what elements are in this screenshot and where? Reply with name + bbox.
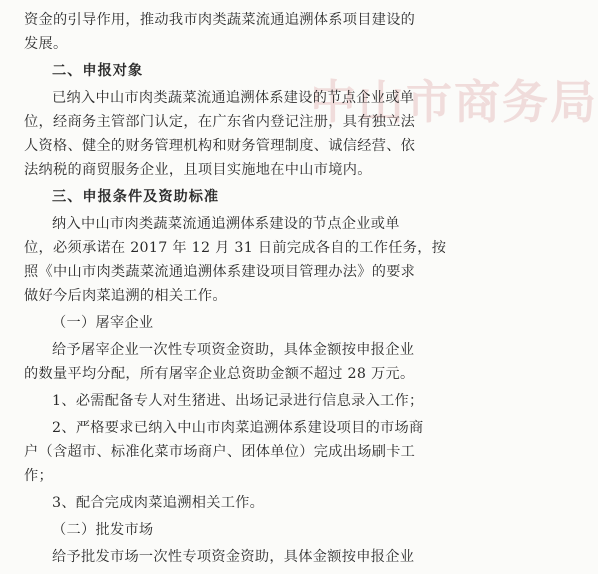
subsection-heading: （二）批发市场 <box>52 522 154 538</box>
text-line: 做好今后肉菜追溯的相关工作。 <box>24 288 227 304</box>
requirement-list <box>24 389 428 515</box>
text-line: 给予批发市场一次性专项资金资助，具体金额按申报企业 <box>52 549 415 565</box>
section-paragraph <box>24 212 447 308</box>
list-item-continued: 户（含超市、标准化菜市场商户、团体单位）完成出场刷卡工 <box>24 444 416 460</box>
text-line: 给予屠宰企业一次性专项资金资助，具体金额按申报企业 <box>52 342 415 358</box>
section-heading: 三、申报条件及资助标准 <box>52 189 220 205</box>
text-line: 资金的引导作用，推动我市肉类蔬菜流通追溯体系项目建设的 <box>24 12 416 28</box>
text-line: 的数量平均分配，所有屠宰企业总资助金额不超过 28 万元。 <box>24 366 415 382</box>
section-conditions <box>24 185 447 569</box>
intro-paragraph <box>24 8 428 56</box>
subsection-paragraph <box>24 338 428 386</box>
text-line: 照《中山市肉类蔬菜流通追溯体系建设项目管理办法》的要求 <box>24 264 416 280</box>
list-item-continued: 作； <box>24 468 53 484</box>
subsection-slaughter <box>24 311 428 515</box>
watermark-text: 中山市商务局 <box>310 75 598 129</box>
section-heading: 二、申报对象 <box>52 63 144 79</box>
section-applicants <box>24 59 428 182</box>
text-line: 位，必须承诺在 2017 年 12 月 31 日前完成各自的工作任务，按 <box>24 240 447 256</box>
text-line: 位，经商务主管部门认定，在广东省内登记注册，具有独立法 <box>24 114 416 130</box>
text-line: 已纳入中山市肉类蔬菜流通追溯体系建设的节点企业或单 <box>52 90 415 106</box>
section-paragraph <box>24 86 428 182</box>
document-page <box>24 8 447 569</box>
text-line: 纳入中山市肉类蔬菜流通追溯体系建设的节点企业或单 <box>52 216 400 232</box>
subsection-heading: （一）屠宰企业 <box>52 315 154 331</box>
list-item: 1、必需配备专人对生猪进、出场记录进行信息录入工作； <box>52 393 424 409</box>
list-item: 2、严格要求已纳入中山市肉菜追溯体系建设项目的市场商 <box>52 420 424 436</box>
text-line: 法纳税的商贸服务企业，且项目实施地在中山市境内。 <box>24 162 372 178</box>
text-line: 人资格、健全的财务管理机构和财务管理制度、诚信经营、依 <box>24 138 416 154</box>
list-item: 3、配合完成肉菜追溯相关工作。 <box>52 495 265 511</box>
text-line: 发展。 <box>24 36 68 52</box>
subsection-wholesale <box>24 518 428 569</box>
